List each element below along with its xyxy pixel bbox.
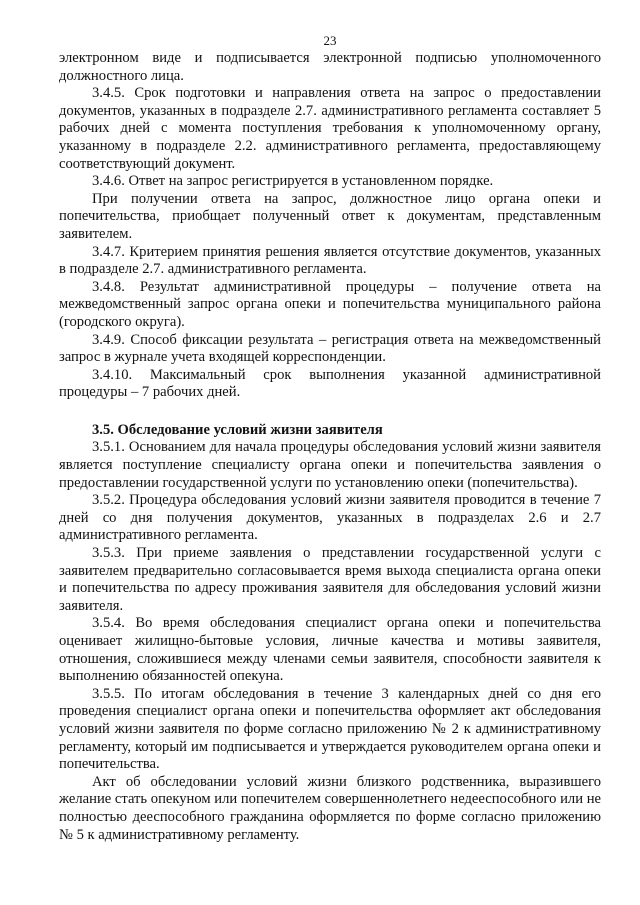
paragraph-3-4-7: 3.4.7. Критерием принятия решения является отсутствие документов, указанных в подразделе 2.7. административного регламента. — [59, 243, 601, 278]
section-heading: 3.5. Обследование условий жизни заявителя — [92, 421, 383, 438]
paragraph-continuation: электронном виде и подписывается электронной подписью уполномоченного должностного лица. — [59, 50, 601, 84]
paragraph-act-relative: Акт об обследовании условий жизни близкого родственника, выразившего желание стать опекуном или попечителем совершеннолетнего недееспособного или не полностью дееспособного гражданина оформляется по форме согласно приложению № 5 к административному регламенту. — [59, 773, 601, 843]
section-spacer — [59, 402, 601, 422]
paragraph-3-5-1: 3.5.1. Основанием для начала процедуры обследования условий жизни заявителя является поступление специалисту органа опеки и попечительства заявления о предоставлении государственной услуги по установлению опеки (попечительства). — [59, 439, 601, 491]
paragraph-3-4-10: 3.4.10. Максимальный срок выполнения указанной административной процедуры – 7 рабочих дней. — [59, 366, 601, 401]
paragraph-3-4-5: 3.4.5. Срок подготовки и направления ответа на запрос о предоставлении документов, указанных в подразделе 2.7. административного регламента составляет 5 рабочих дней с момента поступления требования к уполномоченному органу, указанному в подразделе 2.2. административного регламента, предоставляющему соответствующий документ. — [59, 85, 601, 172]
paragraph-3-5-3: 3.5.3. При приеме заявления о представлении государственной услуги с заявителем предварительно согласовывается время выхода специалиста органа опеки и попечительства по адресу проживания заявителя для обследования условий жизни заявителя. — [59, 545, 601, 614]
paragraph-3-5-5: 3.5.5. По итогам обследования в течение 3 календарных дней со дня его проведения специалист органа опеки и попечительства оформляет акт обследования условий жизни заявителя по форме согласно приложению № 2 к административному регламенту, который им подписывается и утверждается руководителем органа опеки и попечительства. — [59, 685, 601, 773]
paragraph-3-4-9: 3.4.9. Способ фиксации результата – регистрация ответа на межведомственный запрос в журнале учета входящей корреспонденции. — [59, 331, 601, 366]
paragraph-3-5-2: 3.5.2. Процедура обследования условий жизни заявителя проводится в течение 7 дней со дня получения документов, указанных в подразделах 2.6 и 2.7 административного регламента. — [59, 492, 601, 544]
page-number: 23 — [323, 33, 337, 48]
paragraph-3-4-6: 3.4.6. Ответ на запрос регистрируется в установленном порядке. — [92, 173, 494, 190]
paragraph-3-5-4: 3.5.4. Во время обследования специалист органа опеки и попечительства оценивает жилищно-бытовые условия, личные качества и мотивы заявителя, отношения, сложившиеся между членами семьи заявителя, способности заявителя к выполнению обязанностей опекуна. — [59, 615, 601, 685]
paragraph-response-received: При получении ответа на запрос, должностное лицо органа опеки и попечительства, приобщает полученный ответ к документам, представленным заявителем. — [59, 190, 601, 242]
paragraph-3-4-8: 3.4.8. Результат административной процедуры – получение ответа на межведомственный запрос органа опеки и попечительства муниципального района (городского округа). — [59, 278, 601, 330]
